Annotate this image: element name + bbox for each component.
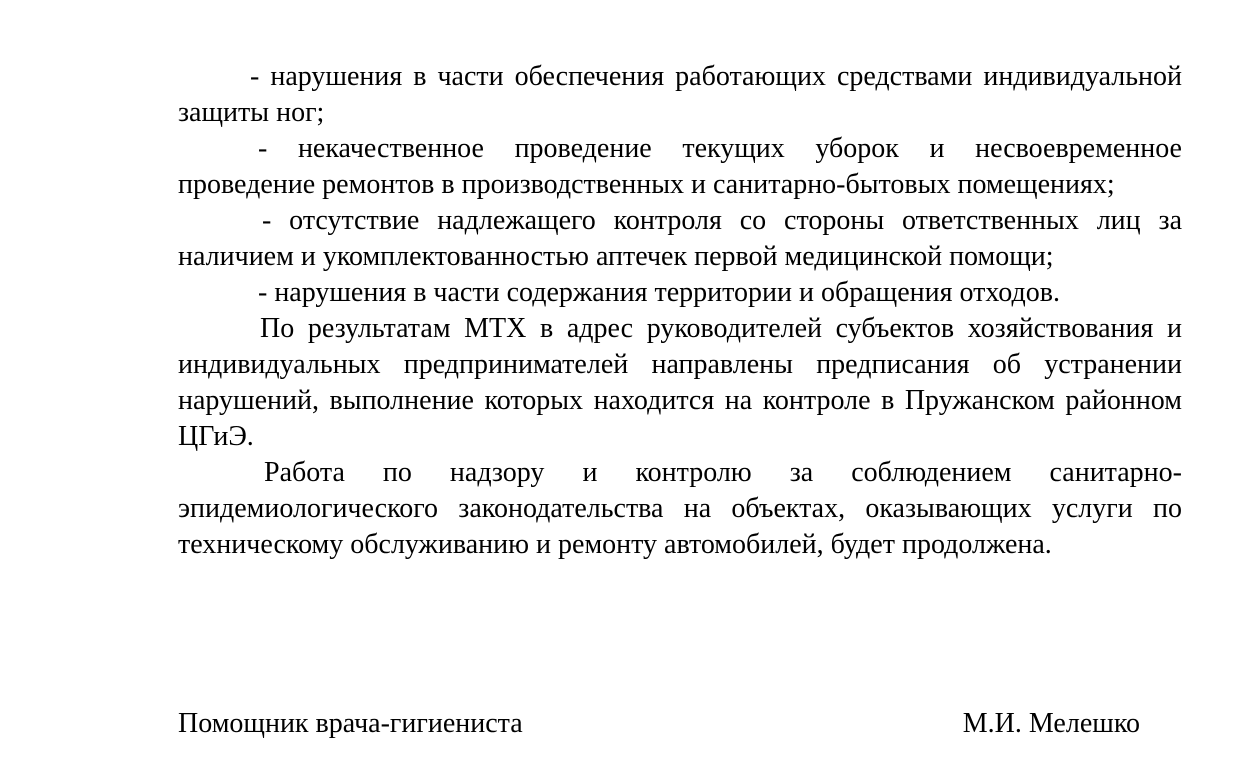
paragraph-conclusion: Работа по надзору и контролю за соблюдением санитарно-эпидемиологического законодательства на объектах, оказывающих услуги по техническому обслуживанию и ремонту автомобилей, будет продолжена. (178, 457, 1182, 560)
signature-name: М.И. Мелешко (962, 708, 1140, 739)
paragraph-results-orders: По результатам МТХ в адрес руководителей субъектов хозяйствования и индивидуальных предпринимателей направлены предписания об устранении нарушений, выполнение которых находится на контроле в Пружанском районном ЦГиЭ. (178, 313, 1182, 452)
paragraph-first-aid-control: - отсутствие надлежащего контроля со стороны ответственных лиц за наличием и укомплектованностью аптечек первой медицинской помощи; (178, 205, 1182, 272)
paragraph-territory-waste: - нарушения в части содержания территории и обращения отходов. (258, 277, 1060, 308)
paragraph-ppe-violations: - нарушения в части обеспечения работающих средствами индивидуальной защиты ног; (178, 61, 1182, 128)
document-body (178, 59, 1182, 563)
paragraph-cleaning-repairs: - некачественное проведение текущих уборок и несвоевременное проведение ремонтов в производственных и санитарно-бытовых помещениях; (178, 133, 1182, 200)
signature-role: Помощник врача-гигиениста (178, 708, 523, 739)
